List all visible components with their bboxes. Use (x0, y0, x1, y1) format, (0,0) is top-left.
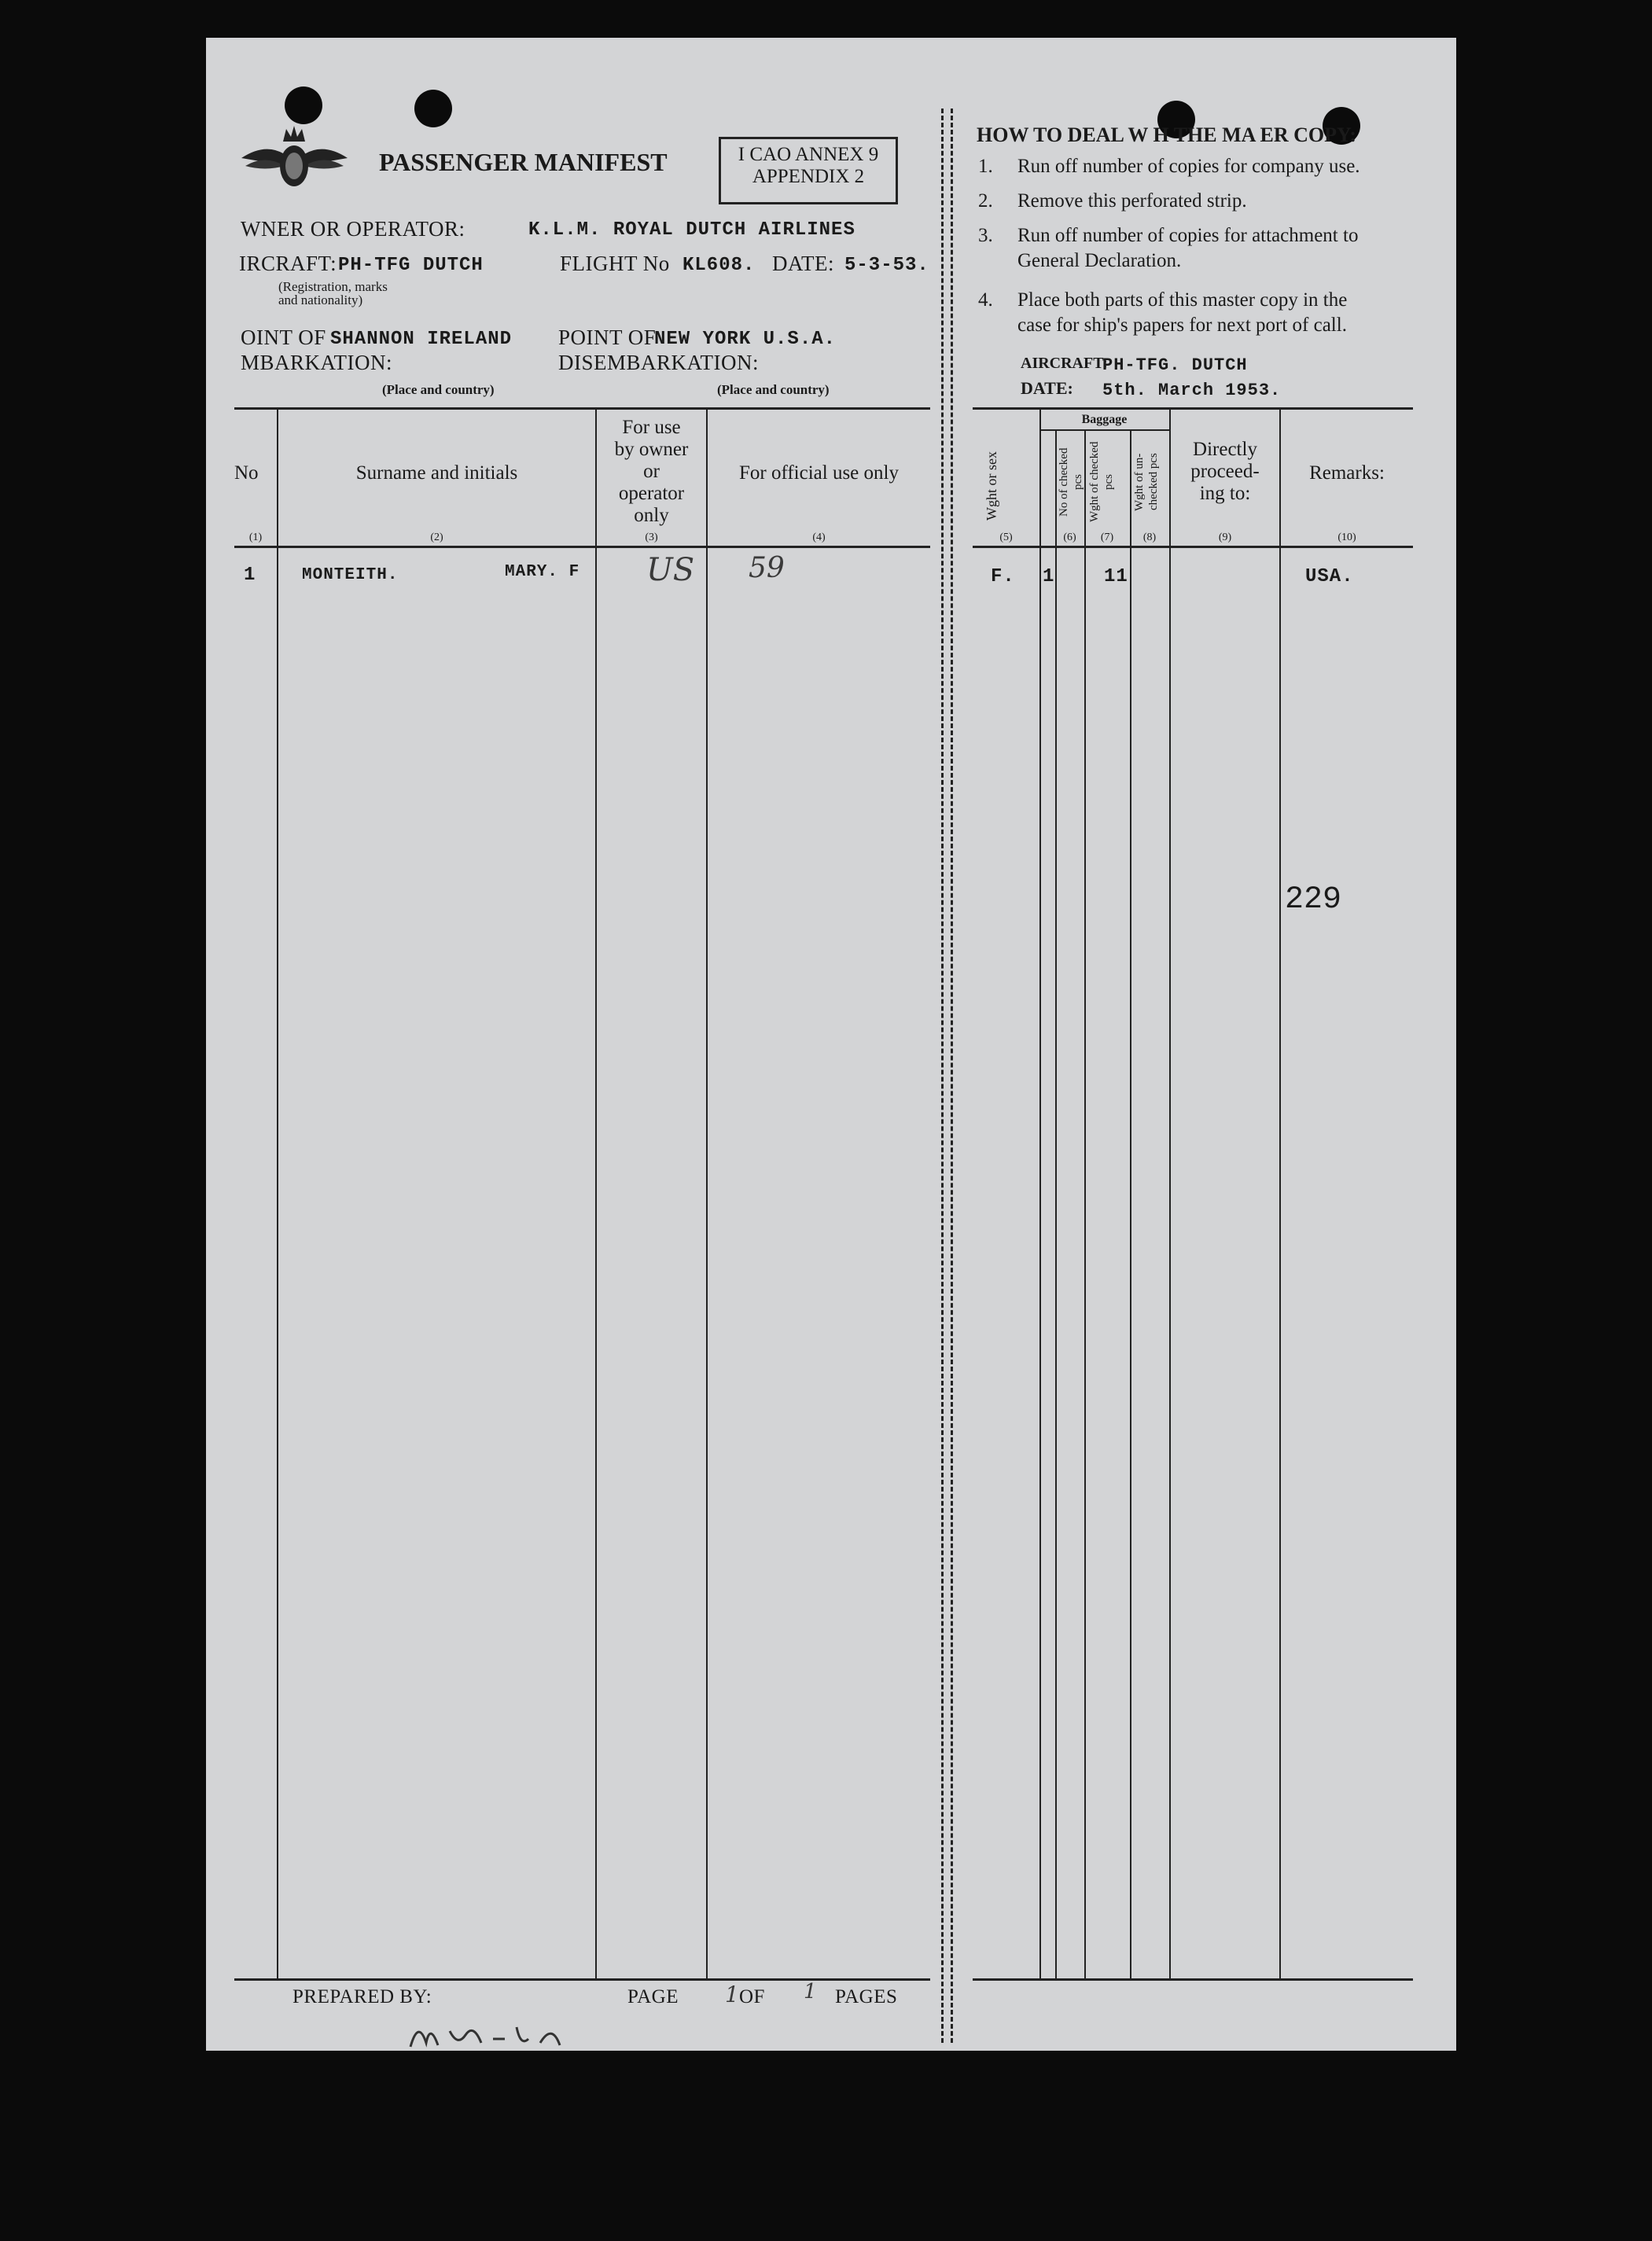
row-remarks: USA. (1305, 566, 1354, 587)
embark-note: (Place and country) (382, 382, 495, 397)
column-divider (1055, 431, 1057, 1978)
col-num: (9) (1218, 532, 1232, 543)
row-checked-pcs: 1 (1043, 566, 1055, 587)
prepared-by-label: PREPARED BY: (293, 1986, 432, 2007)
perforation-line (941, 109, 944, 2043)
row-sex: F. (991, 566, 1015, 587)
annex-line-2: APPENDIX 2 (752, 166, 865, 187)
manifest-page (206, 38, 1456, 2051)
col-header-surname: Surname and initials (355, 462, 518, 484)
column-divider (1130, 431, 1131, 1978)
page-title: PASSENGER MANIFEST (379, 148, 668, 176)
col-header-remarks: Remarks: (1309, 462, 1385, 484)
col-header-no: No (234, 462, 259, 484)
col-header-wght-unchecked: Wght of un-checked pcs (1133, 453, 1160, 511)
table-header-rule (234, 546, 930, 548)
col-header-directly (1171, 439, 1279, 505)
flight-value: KL608. (683, 255, 756, 276)
col-num: (1) (248, 532, 263, 543)
col-num: (3) (645, 532, 658, 543)
instruction-num: 4. (978, 289, 993, 311)
perforation-line (951, 109, 953, 2043)
column-divider (277, 407, 278, 1978)
date-value: 5-3-53. (844, 255, 929, 276)
embark-label-2: MBARKATION: (241, 351, 393, 374)
stamp-number: 229 (1285, 882, 1342, 918)
row-official: 59 (749, 552, 785, 584)
table-bottom-rule (234, 1978, 930, 1981)
col-num: (8) (1142, 532, 1157, 543)
col-num: (10) (1337, 532, 1356, 543)
disembark-label-2: DISEMBARKATION: (558, 351, 760, 374)
embark-label-1: OINT OF (241, 326, 326, 349)
aircraft-note (278, 280, 388, 307)
table-bottom-rule (973, 1978, 1413, 1981)
owner-use-line: For use (622, 417, 681, 438)
owner-use-line: operator (618, 483, 685, 504)
instruction-num: 3. (978, 225, 993, 246)
col-num: (5) (999, 532, 1013, 543)
col-header-baggage: Baggage (1081, 413, 1128, 426)
aircraft-label: IRCRAFT: (239, 252, 337, 275)
embark-value: SHANNON IRELAND (330, 329, 513, 350)
col-header-official: For official use only (739, 462, 899, 484)
instruction-num: 1. (978, 156, 993, 177)
page-label: PAGE (627, 1986, 679, 2007)
column-divider (1169, 407, 1171, 1978)
table-top-rule (973, 407, 1413, 410)
instr-aircraft-value: PH-TFG. DUTCH (1102, 355, 1248, 375)
punch-hole (414, 90, 452, 127)
row-wght-checked: 11 (1104, 566, 1128, 587)
row-initials: MARY. F (505, 563, 580, 581)
instruction-text: Run off number of copies for company use. (1017, 156, 1360, 177)
col-header-sex: Wght or sex (984, 451, 999, 521)
total-pages: 1 (804, 1980, 817, 2004)
instruction-text: Remove this perforated strip. (1017, 190, 1247, 212)
column-divider (1039, 407, 1041, 1978)
instruction-num: 2. (978, 190, 993, 212)
row-no: 1 (244, 565, 256, 586)
klm-crown-logo-icon (237, 123, 351, 193)
column-divider (1084, 431, 1086, 1978)
column-divider (706, 407, 708, 1978)
date-label: DATE: (772, 252, 834, 275)
owner-use-line: by owner (614, 439, 689, 460)
disembark-label-1: POINT OF (558, 326, 657, 349)
owner-label: WNER OR OPERATOR: (241, 217, 465, 241)
col-header-checked-pcs: No of checked pcs (1058, 447, 1084, 517)
of-label: OF (739, 1986, 765, 2007)
instruction-text: Run off number of copies for attachment to (1017, 225, 1359, 246)
row-surname: MONTEITH. (302, 566, 399, 584)
col-num: (2) (430, 532, 443, 543)
column-divider (1279, 407, 1281, 1978)
aircraft-note-line: and nationality) (278, 293, 363, 307)
punch-hole (285, 86, 322, 124)
annex-line-1: I CAO ANNEX 9 (738, 144, 879, 165)
pages-label: PAGES (835, 1986, 898, 2007)
table-top-rule (234, 407, 930, 410)
owner-use-line: or (643, 461, 660, 482)
owner-value: K.L.M. ROYAL DUTCH AIRLINES (528, 219, 855, 241)
page-number: 1 (725, 1982, 739, 2007)
instructions-title: HOW TO DEAL W H THE MA ER COPY: (977, 123, 1357, 146)
owner-use-line: only (634, 505, 669, 526)
icao-annex-box (719, 137, 898, 204)
instr-date-value: 5th. March 1953. (1102, 381, 1282, 400)
instr-date-label: DATE: (1021, 378, 1073, 398)
col-num: (6) (1063, 532, 1076, 543)
aircraft-value: PH-TFG DUTCH (338, 255, 484, 276)
table-header-rule (973, 546, 1413, 548)
flight-label: FLIGHT No (560, 252, 670, 275)
handwritten-signature (403, 2015, 591, 2051)
instr-aircraft-label: AIRCRAFT: (1021, 355, 1108, 372)
col-num: (4) (812, 532, 826, 543)
col-header-owner-use (597, 417, 706, 527)
directly-line: ing to: (1199, 483, 1251, 504)
directly-line: Directly (1193, 439, 1257, 460)
directly-line: proceed- (1190, 461, 1260, 482)
instruction-text: General Declaration. (1017, 250, 1182, 271)
column-divider (595, 407, 597, 1978)
aircraft-note-line: (Registration, marks (278, 279, 388, 294)
col-header-wght-checked: Wght of checked pcs (1088, 441, 1115, 523)
col-num: (7) (1100, 532, 1114, 543)
disembark-value: NEW YORK U.S.A. (654, 329, 837, 350)
instruction-text: Place both parts of this master copy in the (1017, 289, 1348, 311)
disembark-note: (Place and country) (717, 382, 830, 397)
instruction-text: case for ship's papers for next port of call. (1017, 315, 1347, 336)
row-owner-use: US (646, 552, 695, 588)
